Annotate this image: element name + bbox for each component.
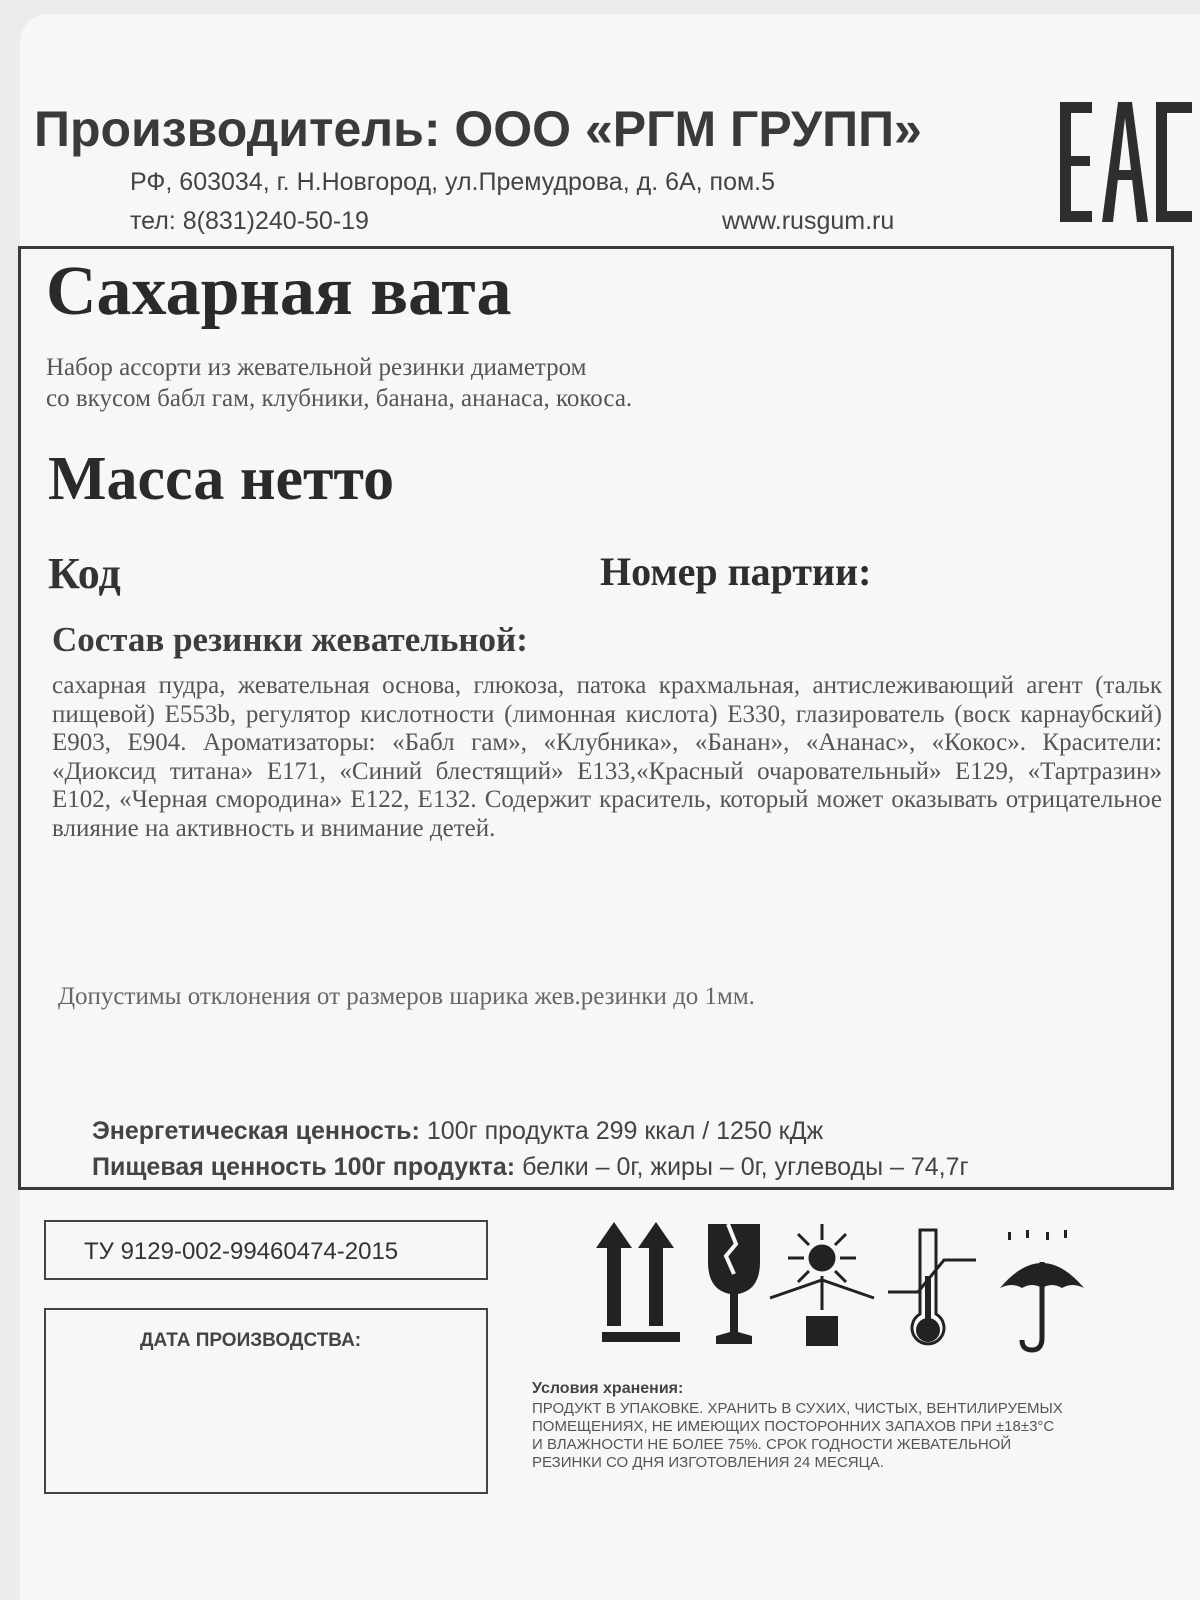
- energy-value: 100г продукта 299 ккал / 1250 кДж: [426, 1117, 824, 1145]
- temperature-limit-icon: [884, 1226, 984, 1352]
- manufacturer-title: Производитель: ООО «РГМ ГРУПП»: [34, 101, 922, 157]
- energy-label: Энергетическая ценность:: [92, 1117, 420, 1145]
- production-date-label: ДАТА ПРОИЗВОДСТВА:: [140, 1330, 362, 1351]
- storage-conditions-title: Условия хранения:: [532, 1380, 684, 1397]
- this-way-up-icon: [590, 1222, 690, 1346]
- net-mass-label: Масса нетто: [48, 445, 395, 513]
- keep-dry-umbrella-icon: [996, 1228, 1088, 1354]
- manufacturer-address: РФ, 603034, г. Н.Новгород, ул.Премудрова, д. 6А, пом.5: [130, 168, 776, 196]
- energy-value-line: [92, 1117, 823, 1146]
- nutrition-value-line: [92, 1153, 969, 1182]
- product-name: Сахарная вата: [46, 253, 512, 330]
- storage-line: РЕЗИНКИ СО ДНЯ ИЗГОТОВЛЕНИЯ 24 МЕСЯЦА.: [532, 1454, 884, 1471]
- nutrition-label: Пищевая ценность 100г продукта:: [92, 1153, 516, 1181]
- description-line: Набор ассорти из жевательной резинки диаметром: [46, 354, 587, 381]
- eac-mark-icon: [1060, 100, 1196, 228]
- product-description: [46, 352, 1146, 414]
- storage-line: ПОМЕЩЕНИЯХ, НЕ ИМЕЮЩИХ ПОСТОРОННИХ ЗАПАХОВ ПРИ ±18±3°С: [532, 1418, 1055, 1435]
- fragile-glass-icon: [706, 1222, 762, 1348]
- batch-number-label: Номер партии:: [600, 549, 872, 594]
- composition-text: сахарная пудра, жевательная основа, глюкоза, патока крахмальная, антислеживающий агент (тальк пищевой) Е553b, регулятор кислотности (лимонная кислота) Е330, глазирователь (воск карнаубский) Е903, Е904. Ароматизаторы: «Бабл гам», «Клубника», «Банан», «Ананас», «Кокос». Красители: «Диоксид титана» Е171, «Синий блестящий» Е133,«Красный очаровательный» Е129, «Тартразин» Е102, «Черная смородина» Е122, Е132. Содержит краситель, который может оказывать отрицательное влияние на активность и внимание детей.: [52, 672, 1162, 842]
- storage-line: И ВЛАЖНОСТИ НЕ БОЛЕЕ 75%. СРОК ГОДНОСТИ ЖЕВАТЕЛЬНОЙ: [532, 1436, 1012, 1453]
- nutrition-value: белки – 0г, жиры – 0г, углеводы – 74,7г: [522, 1153, 969, 1181]
- composition-title: Состав резинки жевательной:: [52, 620, 528, 659]
- storage-conditions-text: [532, 1400, 1172, 1472]
- size-tolerance-note: Допустимы отклонения от размеров шарика жев.резинки до 1мм.: [58, 983, 755, 1010]
- manufacturer-phone: тел: 8(831)240-50-19: [130, 207, 369, 235]
- manufacturer-website: www.rusgum.ru: [722, 207, 895, 235]
- code-label: Код: [48, 549, 121, 598]
- description-line: со вкусом бабл гам, клубники, банана, ананаса, кокоса.: [46, 385, 633, 412]
- keep-away-from-sunlight-icon: [766, 1222, 878, 1348]
- tu-number: ТУ 9129-002-99460474-2015: [84, 1238, 399, 1265]
- storage-line: ПРОДУКТ В УПАКОВКЕ. ХРАНИТЬ В СУХИХ, ЧИСТЫХ, ВЕНТИЛИРУЕМЫХ: [532, 1400, 1063, 1417]
